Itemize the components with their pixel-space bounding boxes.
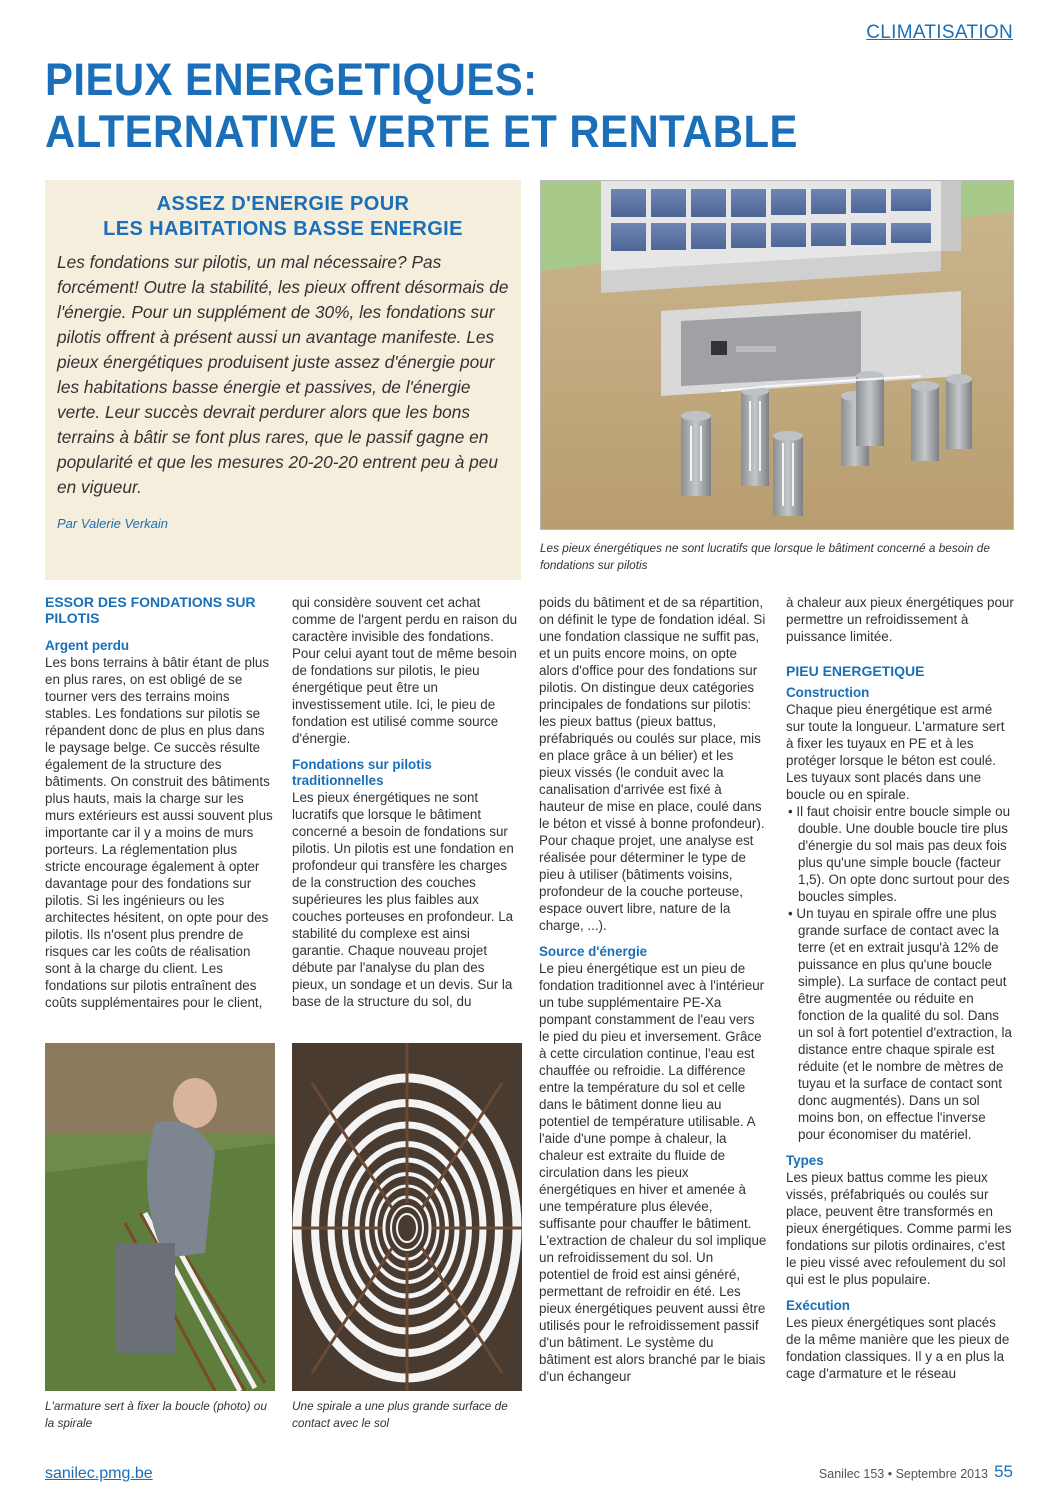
photo-armature-loop [45,1043,275,1391]
title-line-1: PIEUX ENERGETIQUES: [45,54,538,105]
bullet-item: • Un tuyau en spirale offre une plus grande surface de contact avec la terre (et en extrait jusqu'à 12% de puissance en plus qu'une boucle simple). La surface de contact peut être augmentée ou réduite en fonction de la qualité du sol. Dans un sol à fort potentiel d'extraction, la distance entre chaque spirale est réduite (et le nombre de mètres de tuyau et la surface de contact sont donc augmentés). Dans un sol moins bon, on effectue l'inverse pour économiser du matériel. [788,906,1012,1142]
photo-caption: L'armature sert à fixer la boucle (photo) ou la spirale [45,1399,267,1430]
title-line-2: ALTERNATIVE VERTE ET RENTABLE [45,106,798,157]
photo-caption: Une spirale a une plus grande surface de contact avec le sol [292,1399,508,1430]
column-2 [292,594,522,1010]
byline: Par Valerie Verkain [57,516,169,531]
bullet-item: • Il faut choisir entre boucle simple ou double. Une double boucle tire plus d'énergie du sol mais pas deux fois plus qu'une simple boucle (facteur 1,5). On opte donc surtout pour des boucles simples. [788,804,1011,904]
subheading-fondations-traditionnelles: Fondations sur pilotis traditionnelles [292,757,432,788]
page-title [45,54,882,158]
paragraph: qui considère souvent cet achat comme de l'argent perdu en raison du caractère invisible des fondations. Pour celui ayant tout de même besoin de fondations sur pilotis, le pieu énergétique peut être un investissement utile. Ici, le pieu de fondation est utilisé comme source d'énergie. [292,595,518,746]
paragraph: Le pieu énergétique est un pieu de fondation traditionnel avec à l'intérieur un tube supplémentaire PE-Xa pompant constamment de l'eau vers le pied du pieu et inversement. Grâce à cette circulation continue, l'eau est chauffée ou refroidie. La différence entre la température du sol et celle dans le bâtiment donne lieu au potentiel de température utilisable. A l'aide d'une pompe à chaleur, la chaleur est extraite du fluide de circulation dans les pieux énergétiques en hiver et amenée à une température plus élevée, suffisante pour chauffer le bâtiment. L'extraction de chaleur du sol implique un refroidissement du sol. Un potentiel de froid est ainsi généré, permettant de refroidir en été. Les pieux énergétiques peuvent aussi être utilisés pour le refroidissement passif d'un bâtiment. Le système du bâtiment est alors branché par le biais d'un échangeur [539,961,767,1384]
section-heading-essor: ESSOR DES FONDATIONS SUR PILOTIS [45,594,256,626]
lead-box [45,180,521,580]
building-illustration [540,180,1014,530]
hero-caption: Les pieux énergétiques ne sont lucratifs que lorsque le bâtiment concerné a besoin de fondations sur pilotis [540,541,990,572]
lead-heading-line-1: ASSEZ D'ENERGIE POUR [156,193,410,215]
lead-text: Les fondations sur pilotis, un mal nécessaire? Pas forcément! Outre la stabilité, les pieux offrent désormais de l'énergie. Pour un supplément de 30%, les fondations sur pilotis offrent à présent aussi un avantage manifeste. Les pieux énergétiques produisent juste assez d'énergie pour les habitations basse énergie et passives, de l'énergie verte. Leur succès devrait perdurer alors que les bons terrains à bâtir se font plus rares, que le passif gagne en popularité et que les mesures 20-20-20 entrent peu à peu en vigueur. [57,252,509,497]
footer-website-link[interactable]: sanilec.pmg.be [45,1465,153,1482]
column-4 [786,594,1014,1382]
subheading-construction: Construction [786,685,870,700]
lead-heading [57,192,509,242]
paragraph: Les bons terrains à bâtir étant de plus en plus rares, on est obligé de se tourner vers des terrains moins stables. Les fondations sur pilotis se répandent donc de plus en plus dans le paysage belge. Ce succès résulte également de la structure des bâtiments. On construit des bâtiments plus hauts, mais la charge sur les murs extérieurs est aussi souvent plus importante car il y a moins de murs porteurs. La réglementation plus stricte encourage également à opter davantage pour des fondations sur pilotis. Si les ingénieurs ou les architectes hésitent, on opte pour des pilotis. Ils n'osent plus prendre de risques car les coûts de réalisation sont à la charge du client. Les fondations sur pilotis entraînent des coûts supplémentaires pour le client, [45,655,273,1010]
photo-spiral-tube [292,1043,522,1391]
paragraph: Les pieux battus comme les pieux vissés, préfabriqués ou coulés sur place, peuvent être transformés en pieux énergétiques. Comme parmi les fondations sur pilotis ordinaires, c'est le pieu vissé avec refoulement du sol qui est le plus populaire. [786,1170,1012,1287]
footer-issue-info: Sanilec 153 • Septembre 2013 [818,1467,988,1481]
paragraph: Les pieux énergétiques sont placés de la même manière que les pieux de fondation classiques. Il y a en plus la cage d'armature et le réseau [786,1315,1010,1381]
paragraph: Les pieux énergétiques ne sont lucratifs que lorsque le bâtiment concerné a besoin de fondations sur pilotis. Un pilotis est une fondation en profondeur qui transfère les charges de la construction des couches supérieures les plus faibles aux couches porteuses en profondeur. La stabilité du complexe est ainsi garantie. Chaque nouveau projet débute par l'analyse du plan des pieux, un sondage et un devis. Sur la base de la structure du sol, du [292,790,514,1009]
page-number: 55 [994,1462,1013,1481]
section-heading-pieu-energetique: PIEU ENERGETIQUE [786,663,925,679]
section-tag[interactable]: CLIMATISATION [866,22,1013,43]
column-3 [539,594,767,1385]
subheading-types: Types [786,1153,824,1168]
paragraph: à chaleur aux pieux énergétiques pour permettre un refroidissement à puissance limitée. [786,595,1014,644]
lead-heading-line-2: LES HABITATIONS BASSE ENERGIE [103,218,463,240]
paragraph: poids du bâtiment et de sa répartition, on définit le type de fondation idéal. Si une fondation classique ne suffit pas, et un puits encore moins, on opte alors d'office pour des fondations sur pilotis. On distingue deux catégories principales de fondations sur pilotis: les pieux battus (pieux battus, préfabriqués ou coulés sur place, mis en place grâce à un bélier) et les pieux vissés (le conduit avec la canalisation d'arrivée est fixé à hauteur de mise en place, coulé dans le béton et vissé à bonne profondeur). Pour chaque projet, une analyse est réalisée pour déterminer le type de pieu à utiliser (bâtiments voisins, profondeur de la couche porteuse, espace ouvert libre, nature de la charge, ...). [539,595,766,933]
subheading-argent-perdu: Argent perdu [45,638,130,653]
subheading-source-energie: Source d'énergie [539,944,648,959]
subheading-execution: Exécution [786,1298,850,1313]
paragraph: Chaque pieu énergétique est armé sur toute la longueur. L'armature sert à fixer les tuyaux en PE et à les protéger lorsque le béton est coulé. Les tuyaux sont placés dans une boucle ou en spirale. [786,702,1005,802]
column-1 [45,594,275,1011]
